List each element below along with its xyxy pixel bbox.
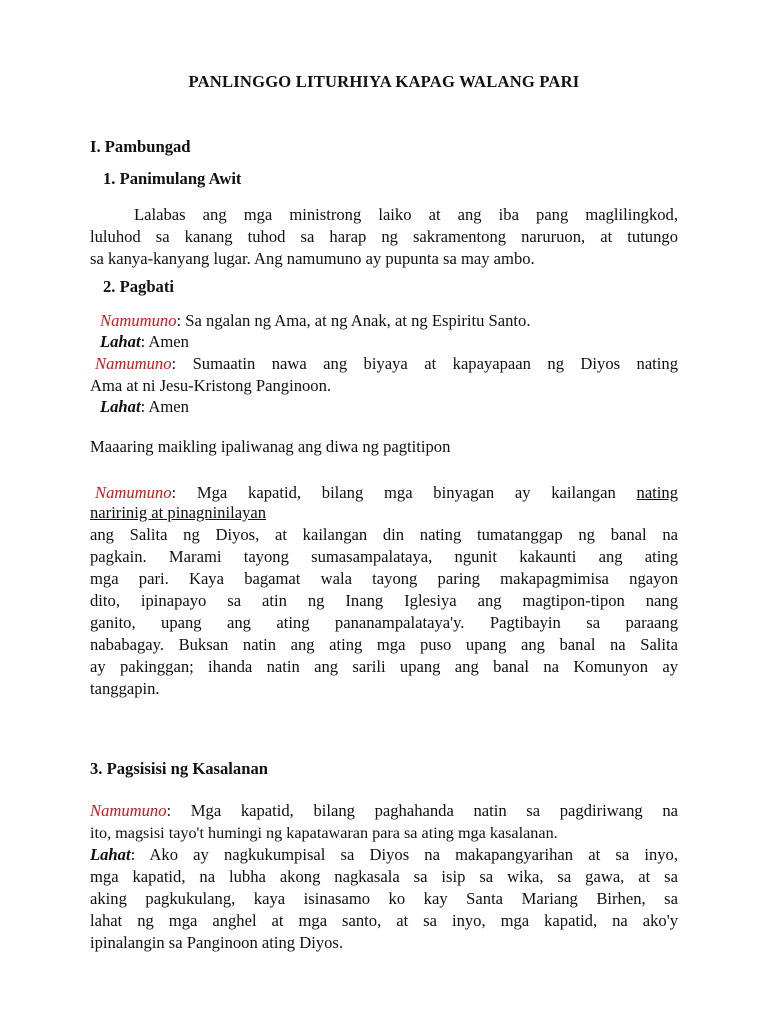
paragraph-line: ganito, upang ang ating pananampalataya'y. Pagtibayin sa paraang [90,613,678,632]
paragraph-line: ay pakinggan; ihanda natin ang sarili upang ang banal na Komunyon ay [90,657,678,676]
dialogue-line [100,310,688,332]
paragraph-line: mga kapatid, na lubha akong nagkasala sa isip sa wika, sa gawa, at sa [90,867,678,886]
paragraph-line: sa kanya-kanyang lugar. Ang namumuno ay pupunta sa may ambo. [90,249,535,268]
paragraph-line: pagkain. Marami tayong sumasampalataya, ngunit kakaunti ang ating [90,547,678,566]
paragraph-line: tanggapin. [90,679,160,698]
dialogue-line [95,353,678,375]
dialogue-line [95,482,678,504]
document-title: PANLINGGO LITURHIYA KAPAG WALANG PARI [188,72,580,91]
dialogue-text: : Mga kapatid, bilang paghahanda natin sa pagdiriwang na [166,801,678,820]
section-heading-pambungad: I. Pambungad [90,137,191,156]
paragraph-line: ipinalangin sa Panginoon ating Diyos. [90,933,344,952]
speaker-label: Namumuno [95,354,172,373]
paragraph-line: mga pari. Kaya bagamat wala tayong paring makapagmimisa ngayon [90,569,678,588]
subheading-pagbati: 2. Pagbati [103,277,174,296]
underlined-text: nating [636,483,678,502]
underlined-line [90,502,678,524]
subheading-panimulang-awit: 1. Panimulang Awit [103,169,242,188]
speaker-label: Lahat [100,397,141,416]
paragraph-line: luluhod sa kanang tuhod sa harap ng sakramentong naruruon, at tutungo [90,227,678,246]
speaker-label: Namumuno [95,483,172,502]
dialogue-text: : Mga kapatid, bilang mga binyagan ay kailangan [171,483,637,502]
rubric-note: Maaaring maikling ipaliwanag ang diwa ng pagtitipon [90,437,451,456]
section-heading-pagsisisi: 3. Pagsisisi ng Kasalanan [90,759,268,778]
speaker-label: Namumuno [90,801,167,820]
dialogue-line [90,800,678,822]
paragraph-line: dito, ipinapayo sa atin ng Inang Iglesiya ang magtipon-tipon nang [90,591,678,610]
speaker-label: Lahat [100,332,141,351]
dialogue-text: : Sumaatin nawa ang biyaya at kapayapaan ng Diyos nating [171,354,678,373]
underlined-text: naririnig at pinagninilayan [90,503,267,522]
dialogue-text: : Amen [140,332,189,351]
paragraph-line: nababagay. Buksan natin ang ating mga puso upang ang banal na Salita [90,635,678,654]
paragraph-line: ang Salita ng Diyos, at kailangan din nating tumatanggap ng banal na [90,525,678,544]
speaker-label: Lahat [90,845,131,864]
paragraph-line: aking pagkukulang, kaya isinasamo ko kay Santa Mariang Birhen, sa [90,889,678,908]
dialogue-line [100,396,688,418]
dialogue-line [100,331,688,353]
speaker-label: Namumuno [100,311,177,330]
dialogue-text: : Sa ngalan ng Ama, at ng Anak, at ng Espiritu Santo. [176,311,531,330]
paragraph-line: lahat ng mga anghel at mga santo, at sa inyo, mga kapatid, na ako'y [90,911,678,930]
dialogue-text: : Ako ay nagkukumpisal sa Diyos na makapangyarihan at sa inyo, [130,845,678,864]
paragraph-line: Lalabas ang mga ministrong laiko at ang iba pang maglilingkod, [134,205,678,224]
dialogue-continuation: Ama at ni Jesu-Kristong Panginoon. [90,376,332,395]
dialogue-text: : Amen [140,397,189,416]
dialogue-continuation: ito, magsisi tayo't humingi ng kapatawaran para sa ating mga kasalanan. [90,824,558,842]
dialogue-line [90,844,678,866]
